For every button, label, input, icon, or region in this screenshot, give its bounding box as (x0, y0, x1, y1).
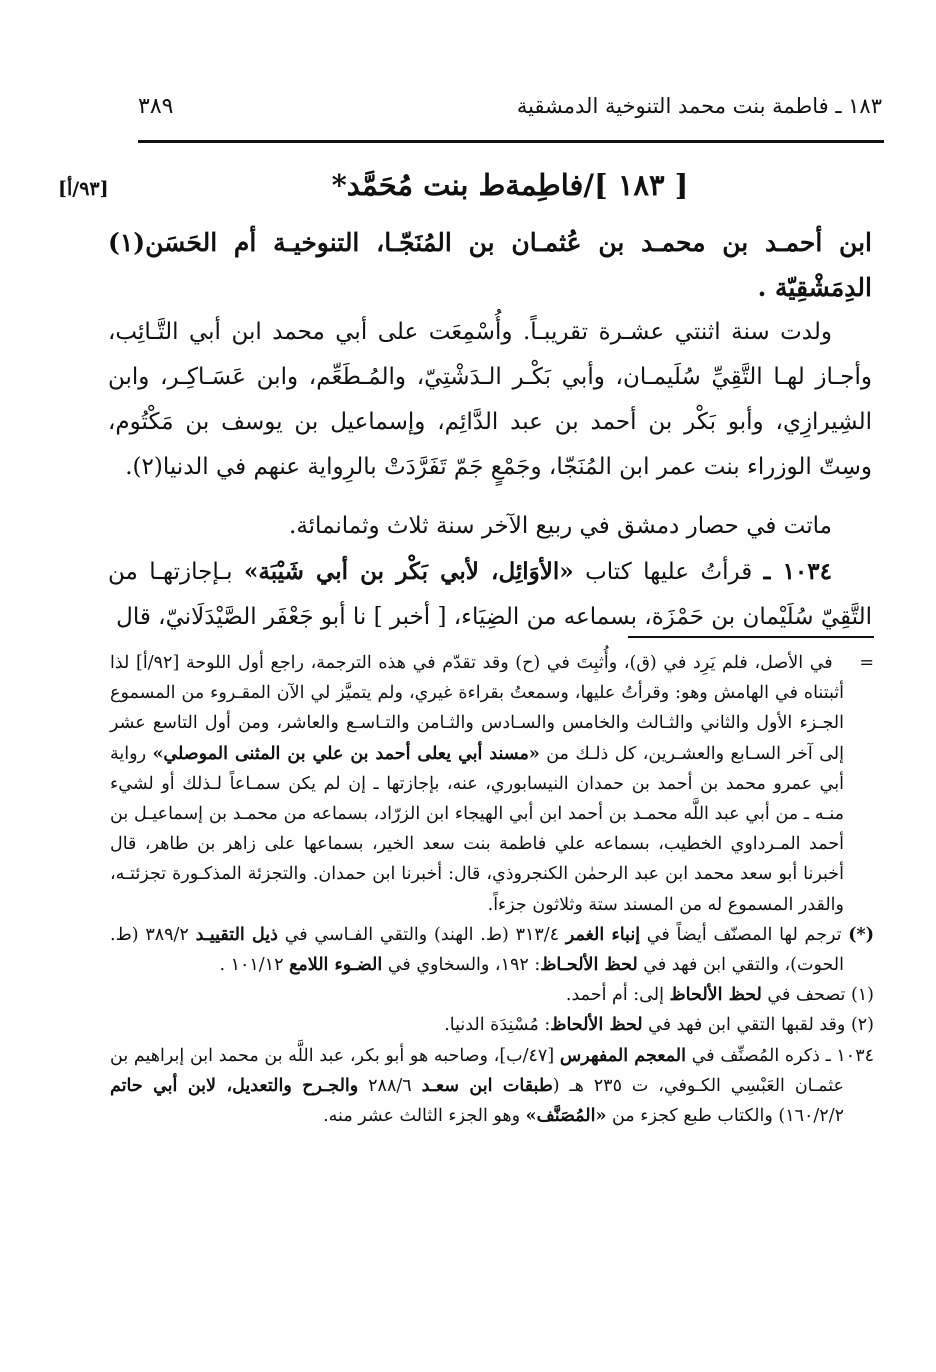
footnote-text: ٣١٣/٤ (ط. الهند) والتقي الفـاسي في (277, 924, 566, 945)
footnotes (110, 648, 874, 1131)
footnote-text: : مُسْنِدَة الدنيا. (444, 1015, 551, 1036)
footnote-book-title: الضـوء اللامع (289, 955, 383, 976)
footnote-book-title: «مسند أبي يعلى أحمد بن علي بن المثنى الموصلي» (152, 743, 540, 764)
footnote-marker: (٢) (850, 1015, 874, 1036)
margin-folio-reference: [٩٣/أ] (58, 178, 109, 200)
footnote-book-title: إنباء الغمر (565, 924, 641, 945)
book-title: «الأوَائِل، لأبي بَكْر بن أبي شَيْبَة» (244, 558, 574, 585)
footnote-marker: = (859, 653, 874, 673)
footnote-text: وهو الجزء الثالث عشر منه. (323, 1106, 526, 1127)
footnote-text: ١٦٠/٢/٢) والكتاب طبع كجزء من (606, 1106, 844, 1127)
footnote-text: إلى: أم أحمد. (565, 985, 670, 1006)
entry-lineage: ابن أحمـد بن محمـد بن عُثمـان بن المُنَجّـا، التنوخيـة أم الحَسَن(١) الدِمَشْقِيّة . (108, 228, 872, 302)
footnote-marker: ١٠٣٤ ـ (825, 1045, 874, 1066)
footnote-text: في الأصل، فلم يَرِد في (ق)، وأُثبِتَ في (ح) وقد تقدّم في هذه الترجمة، راجع أول اللوحة [٩٢/أ] لذا أثبتناه في الهامش وهو: وقرأتُ عليها، وسمعتُ بقراءة غيري، ولم يتميَّز لي الآن المقـروء من المسموع الجـزء الأول والثاني والثـالث والخامس والسـادس والثـامن والتـاسـع والعاشر، ومن أول التاسع عشر إلى آخر السـابع والعشـرين، كل ذلـك من (110, 653, 844, 764)
footnote-book-title: لحظ الألحاظ (550, 1015, 643, 1036)
footnote-marker: (١) (850, 985, 874, 1006)
biography-paragraph: ولدت سنة اثنتي عشـرة تقريبـاً. وأُسْمِعَت على أبي محمد ابن أبي التَّـائِب، وأجـاز لهـا التَّقِيِّ سُلَيمـان، وأبي بَكْـر الـدَشْتِيّ، والمُـطَعِّم، وابن عَسَـاكِـر، وابن الشِيرازِي، وأبو بَكْر بن أحمد بن عبد الدَّائِم، وإسماعيل بن يوسف بن مَكْتُوم، وسِتّ الوزراء بنت عمر ابن المُنَجّا، وجَمْعٍ جَمّ تَفَرَّدَتْ بالرِواية عنهم في الدنيا(٢). (108, 319, 872, 480)
footnote-marker: (*) (848, 924, 874, 945)
entry-title: [ ١٨٣ ]/فاطِمةط بنت مُحَمَّد* (331, 168, 689, 202)
footnote-text: ٢٨٨/٦ (358, 1075, 422, 1096)
running-title: ١٨٣ ـ فاطمة بنت محمد التنوخية الدمشقية (516, 94, 882, 118)
footnote-text: ترجم لها المصنّف أيضاً في (640, 924, 849, 945)
footnote-text: ٣٨٩/٢ (ط. الحوت)، والتقي ابن فهد في (110, 924, 844, 976)
footnote-1034 (110, 1041, 874, 1132)
hadith-text: بـإجازتهـا من التَّقِيّ سُلَيْمان بن حَمْزَة، بسماعه من الضِيَاء، [ أخبر ] نا أبو جَعْفَر الصَّيْدَلَانيّ، قال (108, 559, 872, 630)
footnote-book-title: والجـرح والتعديل، لابن أبي حاتم (110, 1075, 359, 1096)
footnote-text: ذكره المُصنِّف في (686, 1045, 826, 1066)
footnote-text: تصحف في (761, 985, 851, 1006)
footnote-book-title: المعجم المفهرس (559, 1045, 687, 1066)
footnote-book-title: لحظ الألحاظ (669, 985, 762, 1006)
footnote-book-title: «المُصَنَّف» (525, 1106, 607, 1127)
footnote-2 (110, 1010, 874, 1040)
header-rule (138, 140, 884, 143)
footnote-text: [٤٧/ب]، وصاحبه هو أبو بكر، عبد اللَّه بن محمد ابن إبراهيم بن عثمـان العَبْسِي الكـوفي، ت ٢٣٥ هـ ( (110, 1045, 844, 1096)
hadith-text: قرأتُ عليها كتاب (573, 559, 764, 585)
footnote-book-title: لحظ الألحـاظ (540, 955, 638, 976)
death-paragraph: ماتت في حصار دمشق في ربيع الآخر سنة ثلاث وثمانمائة. (289, 513, 832, 539)
footnote-1 (110, 980, 874, 1010)
footnote-book-title: ذيل التقييـد (195, 924, 278, 945)
page-number: ٣٨٩ (138, 94, 174, 119)
hadith-number: ١٠٣٤ ـ (763, 558, 832, 585)
hadith-paragraph (108, 549, 872, 640)
footnote-book-title: طبقات ابن سعـد (421, 1075, 553, 1096)
footnote-text: وقد لقبها التقي ابن فهد في (642, 1015, 851, 1036)
main-text (108, 220, 872, 640)
footnote-text: رواية أبي عمرو محمد بن أحمد بن حمدان النيسابوري، عنه، بإجازتها ـ إن لم يكن سمـاعاً لـذلك أو لشيء منـه ـ من أبي عبد اللَّه محمـد بن أحمد ابن أبي الهيجاء ابن الزرّاد، بسماعه من محمـد بن إسماعيـل بن أحمد المـرداوي الخطيب، بسماعه علي فاطمة بنت سعد الخير، بسماعها على زاهر بن طاهر، قال أخبرنا أبو سعد محمد ابن عبد الرحمٰن الكنجروذي، قال: أخبرنا ابن حمدان. والتجزئة المذكـورة تجزئتـه، والقدر المسموع له من المسند ستة وثلاثون جزءاً. (110, 743, 844, 915)
page-header (138, 88, 882, 128)
footnote-text: ١٠١/١٢ . (219, 955, 290, 976)
footnote-continued (110, 648, 874, 920)
footnote-star (110, 920, 874, 980)
footnote-text: : ١٩٢، والسخاوي في (382, 955, 541, 976)
footnote-rule (628, 636, 874, 638)
